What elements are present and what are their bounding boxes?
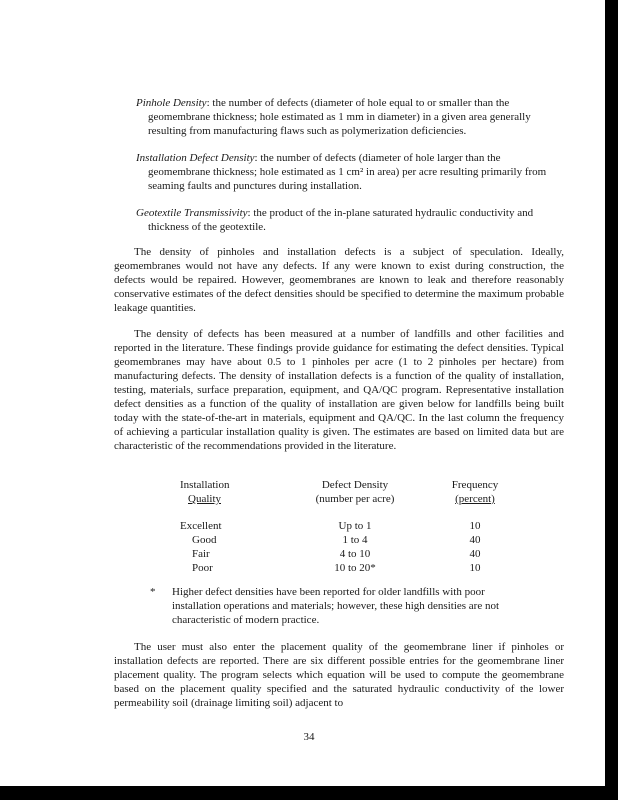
- table-footnote: [150, 585, 510, 627]
- table-cell: Fair: [192, 548, 210, 560]
- table-row: [180, 561, 520, 575]
- definition-text: : the product of the in-plane saturated hydraulic conductivity and thickness of the geotextile.: [148, 207, 534, 233]
- header-cell: (percent): [455, 493, 495, 505]
- definition-text: : the number of defects (diameter of hole equal to or smaller than the geomembrane thickness; hole estimated as 1 mm in diameter) in a given area generally resulting from manufacturing flaws such as polymerization deficiencies.: [148, 97, 531, 137]
- table-cell: Poor: [192, 562, 213, 574]
- table-cell: 10 to 20*: [334, 562, 376, 574]
- definition-term: Pinhole Density: [136, 97, 207, 109]
- header-cell: Frequency: [451, 479, 499, 491]
- table-cell: 10: [469, 520, 481, 532]
- table-row: [180, 533, 520, 547]
- definition-pinhole-density: [136, 96, 564, 138]
- definition-geotextile-transmissivity: [136, 206, 564, 234]
- scan-edge-bottom: [0, 786, 618, 800]
- definition-term: Installation Defect Density: [136, 152, 255, 164]
- table-cell: Good: [192, 534, 217, 546]
- table-header-row: [180, 478, 520, 492]
- table-cell: 40: [469, 548, 481, 560]
- paragraph-defect-speculation: The density of pinholes and installation defects is a subject of speculation. Ideally, geomembranes would not have any defects. If any were known to exist during construction, the defects would be repaired. However, geomembranes are known to leak and therefore reasonably conservative estimates of the defect densities should be specified to determine the maximum probable leakage quantities.: [114, 246, 564, 314]
- definition-text: : the number of defects (diameter of hole larger than the geomembrane thickness; hole estimated as 1 cm² in area) per acre resulting primarily from seaming faults and punctures during installation.: [148, 152, 547, 192]
- header-cell: Installation: [180, 479, 230, 491]
- defect-density-table: [180, 478, 520, 575]
- table-header-row: [180, 492, 520, 506]
- header-cell: (number per acre): [315, 493, 395, 505]
- footnote-text: Higher defect densities have been reported for older landfills with poor installation operations and materials; however, these high densities are not characteristic of modern practice.: [172, 586, 500, 626]
- header-cell: Defect Density: [321, 479, 389, 491]
- table-cell: 40: [469, 534, 481, 546]
- definition-installation-defect-density: [136, 151, 564, 193]
- table-cell: Excellent: [180, 520, 222, 532]
- paragraph-defect-measurement: The density of defects has been measured at a number of landfills and other facilities and reported in the literature. These findings provide guidance for estimating the defect densities. Typical geomembranes may have about 0.5 to 1 pinholes per acre (1 to 2 pinholes per hectare) from manufacturing defects. The density of installation defects is a function of the quality of installation, testing, materials, surface preparation, equipment, and QA/QC program. Representative installation defect densities as a function of the quality of installation are given below for landfills being built today with the state-of-the-art in materials, equipment and QA/QC. In the last column the frequency of achieving a particular installation quality is given. The estimates are based on limited data but are characteristic of the recommendations provided in the literature.: [114, 328, 564, 452]
- page-number: 34: [303, 731, 315, 743]
- table-row: [180, 547, 520, 561]
- scan-edge-right: [605, 0, 618, 800]
- paragraph-placement-quality: The user must also enter the placement quality of the geomembrane liner if pinholes or installation defects are reported. There are six different possible entries for the geomembrane liner placement quality. The program selects which equation will be used to compute the geomembrane based on the placement quality specified and the saturated hydraulic conductivity of the lower permeability soil (drainage limiting soil) adjacent to: [114, 641, 564, 709]
- table-cell: Up to 1: [338, 520, 372, 532]
- header-cell: Quality: [188, 493, 221, 505]
- table-row: [180, 519, 520, 533]
- table-cell: 10: [469, 562, 481, 574]
- table-cell: 1 to 4: [342, 534, 368, 546]
- definition-term: Geotextile Transmissivity: [136, 207, 248, 219]
- footnote-mark: *: [150, 586, 156, 598]
- table-cell: 4 to 10: [339, 548, 371, 560]
